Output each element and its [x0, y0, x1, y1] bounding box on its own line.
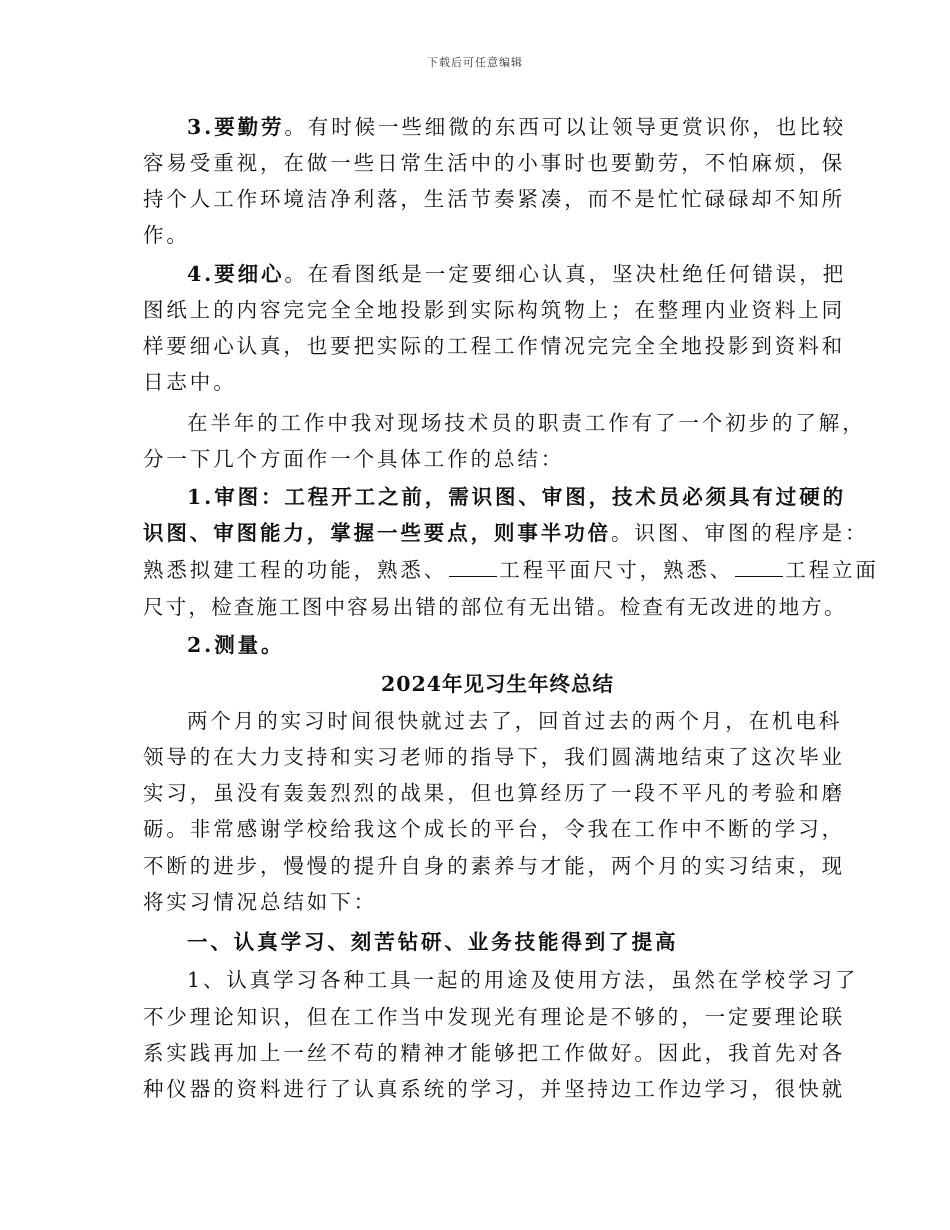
item-1-line-1: 1、认真学习各种工具一起的用途及使用方法，虽然在学校学习了 [187, 968, 859, 992]
intro-line-2: 领导的在大力支持和实习老师的指导下，我们圆满地结束了这次毕业 [143, 745, 845, 769]
paragraph-6-line-1: 1.审图：工程开工之前，需识图、审图，技术员必须具有过硬的 [187, 485, 846, 509]
item-1-line-4: 种仪器的资料进行了认真系统的学习，并坚持边工作边学习，很快就 [143, 1077, 845, 1101]
intro-line-3: 实习，虽没有轰轰烈烈的战果，但也算经历了一段不平凡的考验和磨 [143, 781, 845, 805]
paragraph-6-line-2-bold: 识图、审图能力，掌握一些要点，则事半功倍 [143, 521, 611, 545]
section-title-text: 2024年见习生年终总结 [380, 672, 615, 696]
intro-line-1: 两个月的实习时间很快就过去了，回首过去的两个月，在机电科 [187, 709, 843, 733]
intro-line-6: 将实习情况总结如下： [143, 890, 377, 914]
paragraph-6-line-3-c: 工程立面 [785, 558, 879, 582]
fill-blank-2 [735, 558, 783, 577]
paragraph-4-line-1 [187, 262, 846, 286]
paragraph-3-line-1-rest: 。有时候一些细微的东西可以让领导更赏识你，也比较 [284, 115, 847, 139]
paragraph-6-line-3 [143, 558, 879, 582]
item-1-line-2: 不少理论知识，但在工作当中发现光有理论是不够的，一定要理论联 [143, 1005, 845, 1029]
paragraph-3-line-4: 作。 [143, 223, 190, 247]
paragraph-4-line-4: 日志中。 [143, 370, 237, 394]
paragraph-3-lead: 3.要勤劳 [187, 115, 285, 139]
fill-blank-1 [449, 558, 497, 577]
paragraph-6-line-2-rest: 。识图、审图的程序是： [611, 521, 869, 545]
paragraph-5-line-1: 在半年的工作中我对现场技术员的职责工作有了一个初步的了解， [187, 411, 866, 435]
intro-line-5: 不断的进步，慢慢的提升自身的素养与才能，两个月的实习结束，现 [143, 854, 845, 878]
paragraph-3-line-3: 持个人工作环境洁净利落，生活节奏紧凑，而不是忙忙碌碌却不知所 [143, 187, 845, 211]
paragraph-5-line-2: 分一下几个方面作一个具体工作的总结： [143, 447, 565, 471]
paragraph-4-lead: 4.要细心 [187, 262, 285, 286]
paragraph-6-line-4: 尺寸，检查施工图中容易出错的部位有无出错。检查有无改进的地方。 [143, 595, 847, 619]
paragraph-3-line-1 [187, 115, 846, 139]
paragraph-7-line-1: 2.测量。 [187, 633, 285, 657]
paragraph-6-line-3-a: 熟悉拟建工程的功能，熟悉、 [143, 558, 448, 582]
paragraph-4-line-3: 样要细心认真，也要把实际的工程工作情况完完全全地投影到资料和 [143, 334, 845, 358]
paragraph-6-line-3-b: 工程平面尺寸，熟悉、 [499, 558, 734, 582]
heading-1: 一、认真学习、刻苦钻研、业务技能得到了提高 [187, 930, 679, 954]
paragraph-6-line-2 [143, 521, 868, 545]
paragraph-3-line-2: 容易受重视，在做一些日常生活中的小事时也要勤劳，不怕麻烦，保 [143, 151, 845, 175]
item-1-line-3: 系实践再加上一丝不苟的精神才能够把工作做好。因此，我首先对各 [143, 1041, 845, 1065]
page-header: 下载后可任意编辑 [427, 56, 523, 69]
intro-line-4: 砺。非常感谢学校给我这个成长的平台，令我在工作中不断的学习， [143, 817, 845, 841]
paragraph-4-line-1-rest: 。在看图纸是一定要细心认真，坚决杜绝任何错误，把 [284, 262, 847, 286]
paragraph-4-line-2: 图纸上的内容完完全全地投影到实际构筑物上；在整理内业资料上同 [143, 298, 845, 322]
section-title [0, 672, 950, 696]
